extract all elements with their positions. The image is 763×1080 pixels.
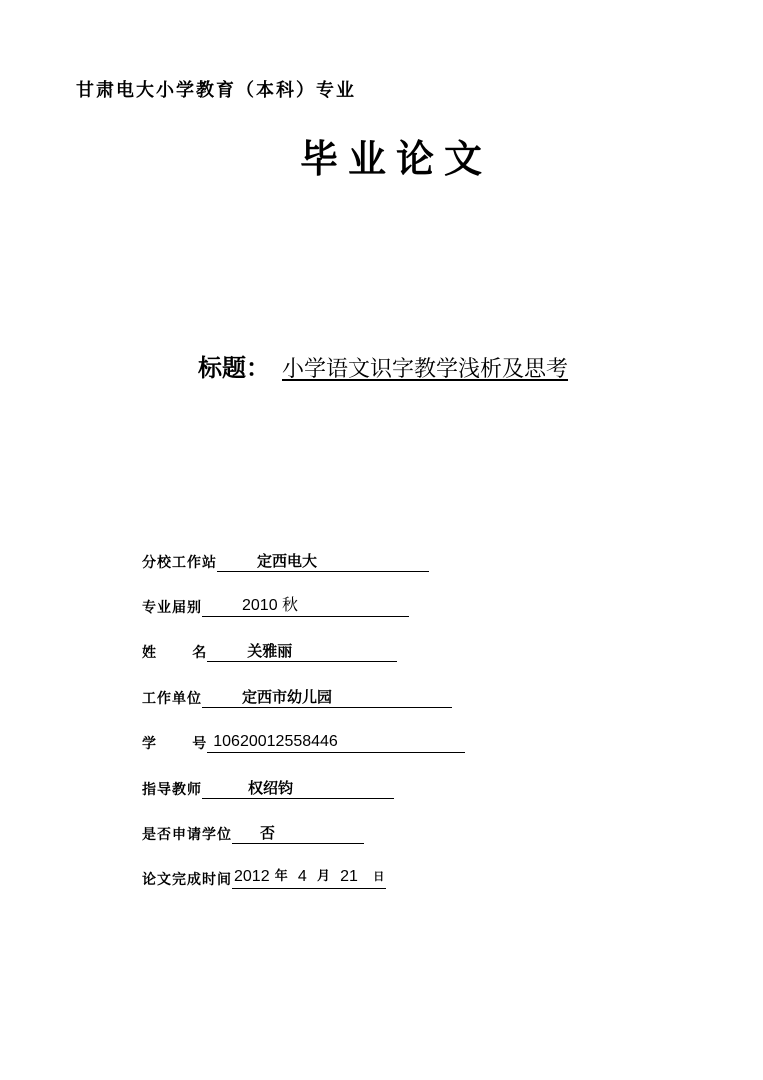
cohort-label: 专业届别 [142, 600, 202, 616]
degree-label: 是否申请学位 [142, 827, 232, 843]
thesis-title-row [198, 348, 568, 383]
completion-day-unit: 日 [373, 870, 385, 883]
branch-label: 分校工作站 [142, 555, 217, 571]
name-value: 关雅丽 [207, 640, 397, 662]
cohort-value: 2010 秋 [202, 595, 409, 617]
thesis-title: 小学语文识字教学浅析及思考 [282, 357, 569, 382]
degree-value: 否 [232, 822, 364, 844]
advisor-label: 指导教师 [142, 782, 202, 798]
student-id-label: 学 号 [142, 736, 208, 752]
workplace-field [142, 680, 452, 708]
completion-date [232, 866, 386, 889]
completion-year-unit: 年 [274, 869, 288, 884]
completion-day: 21 [340, 868, 358, 885]
advisor-value: 权绍钧 [202, 777, 394, 799]
completion-month: 4 [297, 868, 307, 885]
name-field [142, 634, 397, 662]
student-id-value: 10620012558446 [207, 731, 465, 753]
name-label: 姓 名 [142, 645, 208, 661]
completion-label: 论文完成时间 [142, 872, 232, 888]
completion-month-unit: 月 [316, 869, 330, 884]
workplace-value: 定西市幼儿园 [202, 686, 452, 708]
cohort-field [142, 589, 409, 617]
completion-year: 2012 [234, 868, 270, 885]
document-type-title: 毕业论文 [300, 136, 493, 181]
degree-field [142, 816, 364, 844]
advisor-field [142, 771, 394, 799]
branch-value: 定西电大 [217, 550, 429, 572]
workplace-label: 工作单位 [142, 691, 202, 707]
student-id-field [142, 725, 465, 753]
program-header: 甘肃电大小学教育（本科）专业 [76, 80, 356, 101]
thesis-title-label: 标题： [198, 353, 270, 382]
completion-field [142, 861, 386, 889]
branch-field [142, 544, 429, 572]
